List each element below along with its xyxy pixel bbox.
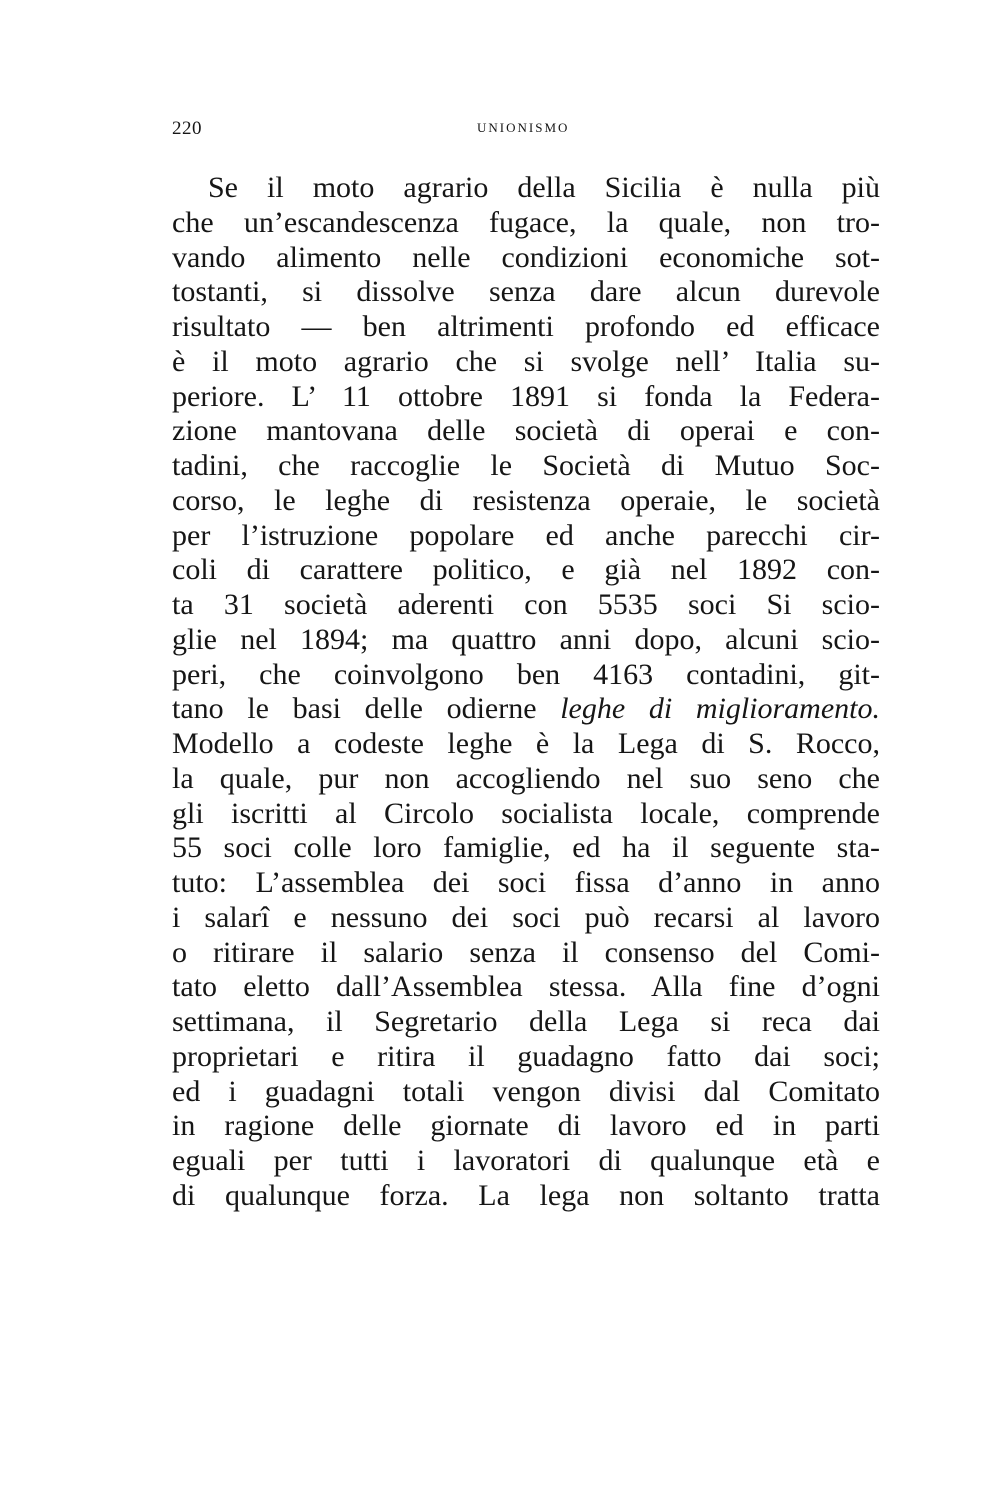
text-line: tuto: L’assemblea dei soci fissa d’anno in anno <box>172 866 880 899</box>
text-line: Se il moto agrario della Sicilia è nulla più <box>208 171 880 204</box>
text-line: coli di carattere politico, e già nel 1892 con- <box>172 553 880 587</box>
text-line: peri, che coinvolgono ben 4163 contadini, git- <box>172 657 880 691</box>
text-line: in ragione delle giornate di lavoro ed in parti <box>172 1109 880 1143</box>
text-line: proprietari e ritira il guadagno fatto dai soci; <box>172 1039 880 1073</box>
text-line: gli iscritti al Circolo socialista locale, comprende <box>172 796 880 830</box>
text-line: tadini, che raccoglie le Società di Mutuo Soc- <box>172 449 880 482</box>
text-segment: tano le basi delle odierne <box>172 692 561 726</box>
text-line: per l’istruzione popolare ed anche parecchi cir- <box>172 518 880 552</box>
running-title: UNIONISMO <box>477 120 570 135</box>
text-line: i salarî e nessuno dei soci può recarsi al lavoro <box>172 900 880 934</box>
text-line: corso, le leghe di resistenza operaie, le società <box>172 483 880 517</box>
text-line: zione mantovana delle società di operai e con- <box>172 414 880 448</box>
text-line: ta 31 società aderenti con 5535 soci Si scio- <box>172 588 880 621</box>
text-line: che un’escandescenza fugace, la quale, non tro- <box>172 205 880 239</box>
text-line: eguali per tutti i lavoratori di qualunque età e <box>172 1144 880 1177</box>
text-line: tostanti, si dissolve senza dare alcun durevole <box>172 275 880 309</box>
text-line: glie nel 1894; ma quattro anni dopo, alcuni scio- <box>172 622 880 656</box>
text-line: 55 soci colle loro famiglie, ed ha il seguente sta- <box>172 831 880 865</box>
text-line: risultato — ben altrimenti profondo ed efficace <box>172 310 880 343</box>
text-line: è il moto agrario che si svolge nell’ Italia su- <box>172 344 880 378</box>
text-line: settimana, il Segretario della Lega si reca dai <box>172 1005 880 1038</box>
text-line: ed i guadagni totali vengon divisi dal Comitato <box>172 1074 880 1108</box>
text-line-with-italic <box>172 692 880 727</box>
text-line: di qualunque forza. La lega non soltanto tratta <box>172 1178 880 1212</box>
italic-phrase: leghe di miglioramento. <box>560 692 880 726</box>
text-line: Modello a codeste leghe è la Lega di S. Rocco, <box>172 727 880 760</box>
running-head <box>172 118 880 142</box>
page-number: 220 <box>172 118 202 139</box>
body-paragraph <box>172 171 880 1214</box>
text-line: vando alimento nelle condizioni economiche sot- <box>172 240 880 274</box>
text-line: la quale, pur non accogliendo nel suo seno che <box>172 761 880 795</box>
text-line: o ritirare il salario senza il consenso del Comi- <box>172 935 880 969</box>
text-line: periore. L’ 11 ottobre 1891 si fonda la Federa- <box>172 379 880 413</box>
text-line: tato eletto dall’Assemblea stessa. Alla fine d’ogni <box>172 970 880 1004</box>
